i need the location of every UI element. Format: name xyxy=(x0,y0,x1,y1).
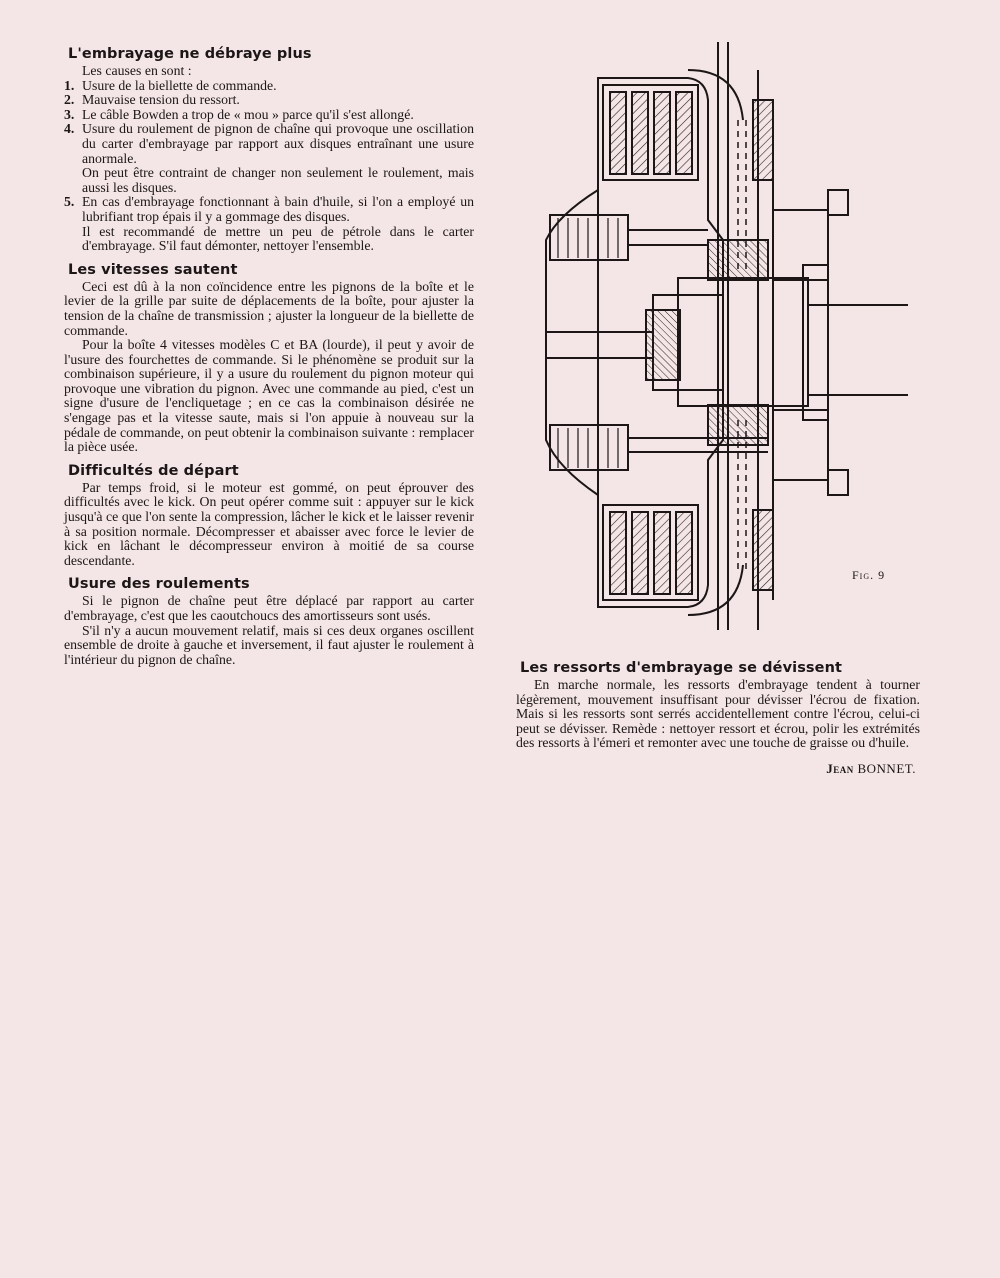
heading-roulements: Usure des roulements xyxy=(68,576,250,593)
section-depart xyxy=(64,463,474,569)
heading-ressorts: Les ressorts d'embrayage se dévissent xyxy=(520,660,843,676)
causes-list xyxy=(64,79,474,254)
list-item: 5. En cas d'embrayage fonctionnant à bain d'huile, si l'on a employé un lubrifiant trop épais il y a gommage des disques. Il est recommandé de mettre un peu de pétrole dans le carter d'embrayage. S'il faut démonter, nettoyer l'ensemble. xyxy=(64,194,474,254)
figure-caption: Fig. 9 xyxy=(852,568,886,582)
right-column xyxy=(516,660,920,777)
paragraph: En marche normale, les ressorts d'embrayage tendent à tourner légèrement, mouvement insuffisant pour dévisser l'écrou de fixation. Mais si les ressorts sont serrés accidentellement contre l'écrou, celui-ci peut se dévisser. Remède : nettoyer ressort et écrou, polir les extrémités des ressorts à l'émeri et remonter avec une touche de graisse ou d'huile. xyxy=(516,677,920,751)
paragraph: Par temps froid, si le moteur est gommé, on peut éprouver des difficultés avec le kick. On peut opérer comme suit : appuyer sur le kick jusqu'à ce que l'on sente la compression, lâcher le kick et le laisser revenir à sa position normale. Décompresser et abaisser avec force le levier de kick en lâchant le décompresseur environ à moitié de sa course descendante. xyxy=(64,479,474,568)
signature-last-name: BONNET. xyxy=(857,760,916,776)
signature-first-name: Jean xyxy=(826,760,854,776)
section-vitesses xyxy=(64,262,474,455)
paragraph: S'il n'y a aucun mouvement relatif, mais si ces deux organes oscillent ensemble de droite à gauche et inversement, il faut ajuster le roulement à l'intérieur du pignon de chaîne. xyxy=(64,622,474,667)
section-embrayage xyxy=(64,46,474,254)
list-item: 4. Usure du roulement de pignon de chaîne qui provoque une oscillation du carter d'embrayage par rapport aux disques entraînant une usure anormale. On peut être contraint de changer non seulement le roulement, mais aussi les disques. xyxy=(64,121,474,195)
list-item-sub: Il est recommandé de mettre un peu de pétrole dans le carter d'embrayage. S'il faut démonter, nettoyer l'ensemble. xyxy=(82,223,474,254)
clutch-cross-section-figure xyxy=(528,40,908,640)
list-item: 3. Le câble Bowden a trop de « mou » parce qu'il s'est allongé. xyxy=(64,106,414,122)
list-item: 1. Usure de la biellette de commande. xyxy=(64,77,277,93)
paragraph: Si le pignon de chaîne peut être déplacé par rapport au carter d'embrayage, c'est que les caoutchoucs des amortisseurs sont usés. xyxy=(64,593,474,623)
list-item-sub: On peut être contraint de changer non seulement le roulement, mais aussi les disques. xyxy=(82,165,474,195)
list-item: 2. Mauvaise tension du ressort. xyxy=(64,92,240,108)
intro-causes: Les causes en sont : xyxy=(82,63,192,78)
heading-embrayage: L'embrayage ne débraye plus xyxy=(68,46,312,62)
paragraph: Pour la boîte 4 vitesses modèles C et BA (lourde), il peut y avoir de l'usure des fourchettes de commande. Si le phénomène se produit sur la combinaison supérieure, il y a usure du roulement du pignon moteur qui provoque une vibration du pignon. Avec une commande au pied, c'est un signe d'usure de l'encliquetage ; en ce cas la combinaison désirée ne s'engage pas et la vitesse saute, mais si l'on appuie à nouveau sur la pédale de commande, on peut obtenir la combinaison suivante : remplacer la pièce usée. xyxy=(64,337,474,455)
heading-depart: Difficultés de départ xyxy=(68,462,239,479)
signature xyxy=(516,761,920,777)
section-roulements xyxy=(64,576,474,667)
heading-vitesses: Les vitesses sautent xyxy=(68,261,238,278)
paragraph: Ceci est dû à la non coïncidence entre les pignons de la boîte et le levier de la grille par suite de déplacements de la boîte, pour ajuster la tension de la chaîne de transmission ; ajuster la longueur de la biellette de commande. xyxy=(64,278,474,338)
left-column xyxy=(64,46,474,675)
